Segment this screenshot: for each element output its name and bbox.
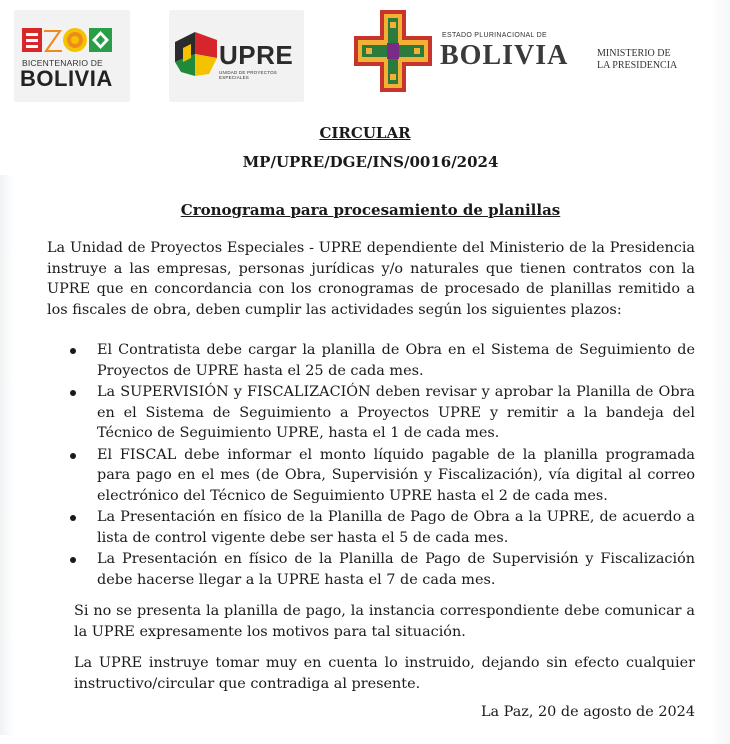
ministerio-line-1: MINISTERIO DE (597, 48, 671, 59)
upre-subtitle: UNIDAD DE PROYECTOS ESPECIALES (219, 70, 277, 80)
list-item-text: El FISCAL debe informar el monto líquido pagable de la planilla programada para pago en el mes (de Obra, Supervisión y Fiscalización), vía digital al correo electrónico del Técnico de Seguimiento UPRE hasta el 2 de cada mes. (97, 446, 695, 504)
list-item (97, 507, 695, 548)
bicentenario-big-text: BOLIVIA (20, 66, 113, 91)
background-bleed-right (710, 0, 730, 744)
bolivia-wordmark: BOLIVIA (440, 40, 569, 71)
bullet-icon (70, 348, 76, 354)
ministerio-label (597, 48, 677, 72)
list-item-text: La Presentación en físico de la Planilla de Pago de Supervisión y Fiscalización debe hacerse llegar a la UPRE hasta el 7 de cada mes. (97, 551, 695, 588)
upre-wordmark: UPRE (219, 40, 294, 70)
bullet-icon (70, 515, 76, 521)
list-item (97, 549, 695, 590)
upre-logo (169, 10, 304, 102)
ministerio-line-2: LA PRESIDENCIA (597, 60, 678, 71)
document-subject: Cronograma para procesamiento de planillas (180, 201, 561, 219)
bullet-icon (70, 557, 76, 563)
bullet-icon (70, 453, 76, 459)
bolivia-state-emblem-icon (354, 10, 432, 92)
bicentenario-emblem-icon (22, 26, 112, 54)
list-item (97, 340, 695, 381)
list-item-text: El Contratista debe cargar la planilla de Obra en el Sistema de Seguimiento de Proyectos de UPRE hasta el 25 de cada mes. (97, 342, 695, 379)
list-item (97, 445, 695, 507)
list-item-text: La Presentación en físico de la Planilla de Pago de Obra a la UPRE, de acuerdo a lista de control vigente debe ser hasta el 5 de cada mes. (97, 509, 695, 546)
background-bleed-left (0, 175, 14, 735)
estado-plurinacional-text: ESTADO PLURINACIONAL DE (442, 32, 547, 39)
deadline-list (97, 340, 695, 591)
letterhead (14, 10, 716, 102)
upre-emblem-icon (173, 28, 219, 80)
paragraph-3: La UPRE instruye tomar muy en cuenta lo instruido, dejando sin efecto cualquier instructivo/circular que contradiga al presente. (74, 655, 695, 692)
bicentenario-logo (14, 10, 130, 102)
paragraph-2: Si no se presenta la planilla de pago, la instancia correspondiente debe comunicar a la UPRE expresamente los motivos para tal situación. (74, 603, 695, 640)
list-item-text: La SUPERVISIÓN y FISCALIZACIÓN deben revisar y aprobar la Planilla de Obra en el Sistema de Seguimiento a Proyectos UPRE y remitir a la bandeja del Técnico de Seguimiento UPRE, hasta el 1 de cada mes. (97, 384, 695, 441)
document-code: MP/UPRE/DGE/INS/0016/2024 (242, 153, 499, 171)
intro-paragraph: La Unidad de Proyectos Especiales - UPRE dependiente del Ministerio de la Presidencia instruye a las empresas, personas jurídicas y/o naturales que tienen contratos con la UPRE que en concordancia con los cronogramas de procesado de planillas remitido a los fiscales de obra, deben cumplir las actividades según los siguientes plazos: (47, 240, 695, 318)
bullet-icon (70, 390, 76, 396)
document-heading: CIRCULAR (319, 124, 411, 142)
list-item (97, 382, 695, 444)
bicentenario-small-text: BICENTENARIO DE (22, 58, 103, 68)
document-date: La Paz, 20 de agosto de 2024 (480, 704, 695, 720)
